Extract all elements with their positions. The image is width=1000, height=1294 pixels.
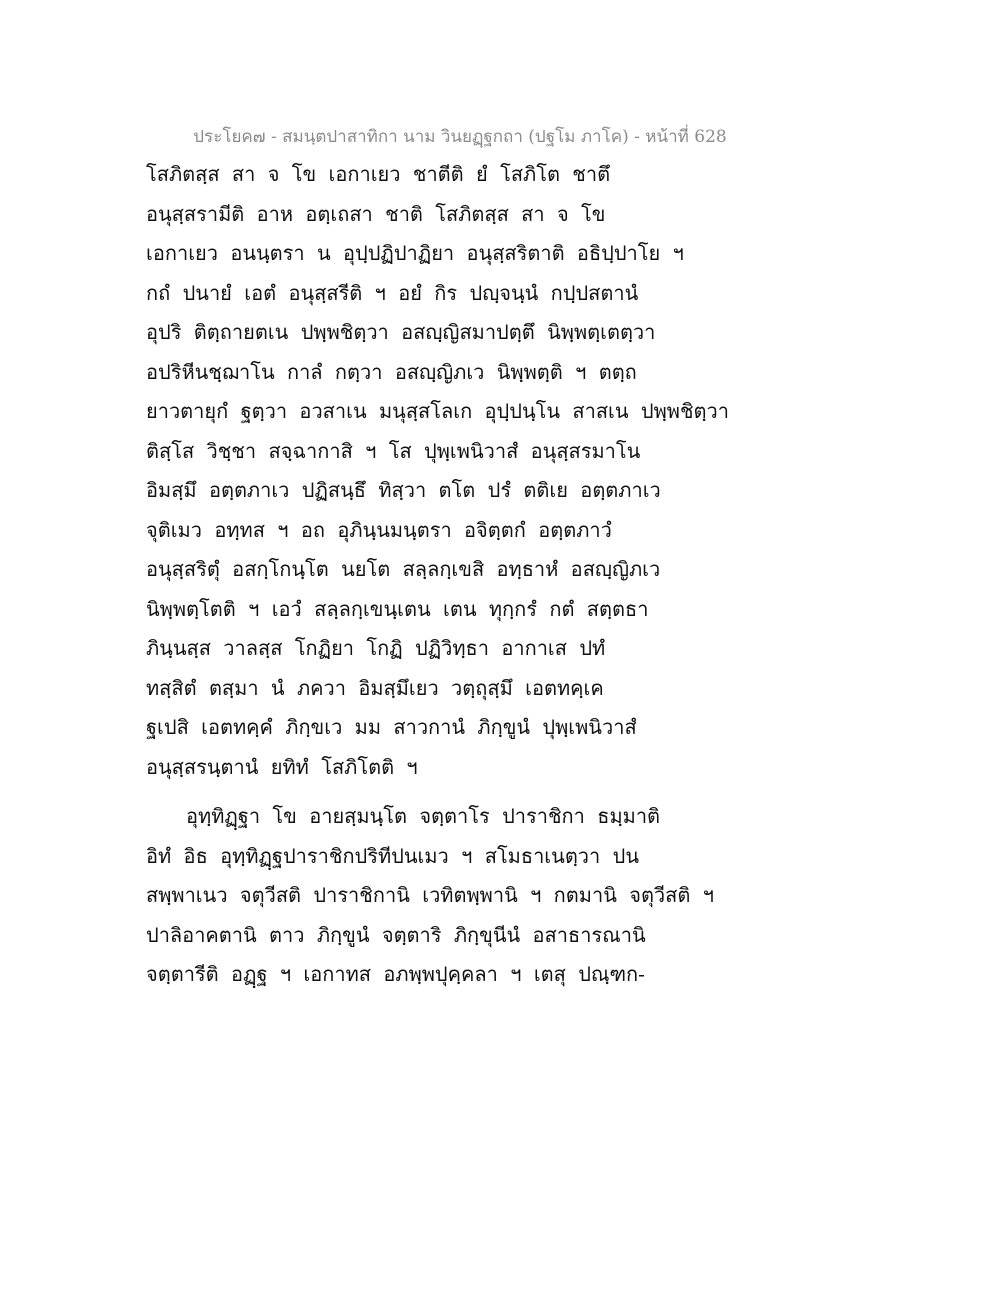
text-line: จตฺตารีติ อฏฺฐ ฯ เอกาทส อภพฺพปุคฺคลา ฯ เตสุ ปณฺฑก- [146, 962, 645, 986]
paragraph-2 [146, 797, 866, 995]
body-text [146, 155, 866, 995]
text-line: โสภิตสฺส สา จ โข เอกาเยว ชาตีติ ยํ โสภิโต ชาตึ [146, 162, 611, 186]
text-line: ฐเปสิ เอตทคฺคํ ภิกฺขเว มม สาวกานํ ภิกฺขูนํ ปุพฺเพนิวาสํ [146, 715, 637, 739]
text-line: อนุสฺสริตุํ อสกฺโกนฺโต นยโต สลฺลกฺเขสิ อทฺธาหํ อสญฺญิภเว [146, 557, 661, 581]
text-line: ยาวตายุกํ ฐตฺวา อวสาเน มนุสฺสโลเก อุปฺปนฺโน สาสเน ปพฺพชิตฺวา [146, 399, 729, 423]
text-line: อิทํ อิธ อุทฺทิฏฺฐปาราชิกปริทีปนเมว ฯ สโมธาเนตฺวา ปน [146, 843, 639, 868]
text-line: อนุสฺสรนฺตานํ ยทิทํ โสภิโตติ ฯ [146, 754, 418, 779]
paragraph-1 [146, 155, 866, 787]
text-line: ทสฺสิตํ ตสฺมา นํ ภควา อิมสฺมึเยว วตฺถุสฺมึ เอตทคฺเค [146, 675, 604, 700]
text-line: นิพฺพตฺโตติ ฯ เอวํ สลฺลกฺเขนฺเตน เตน ทุกฺกรํ กตํ สตฺตธา [146, 596, 649, 621]
text-line: ปาลิอาคตานิ ตาว ภิกฺขูนํ จตฺตาริ ภิกฺขุนีนํ อสาธารณานิ [146, 922, 646, 947]
paragraph-gap [146, 787, 866, 797]
text-line: อนุสฺสรามีติ อาห อตฺเถสา ชาติ โสภิตสฺส สา จ โข [146, 201, 606, 226]
text-line: ภินฺนสฺส วาลสฺส โกฏิยา โกฏิ ปฏิวิทฺธา อากาเส ปทํ [146, 636, 606, 660]
text-line: อปริหีนชฺฌาโน กาลํ กตฺวา อสญฺญิภเว นิพฺพตฺติ ฯ ตตฺถ [146, 359, 637, 384]
text-line: อิมสฺมึ อตฺตภาเว ปฏิสนฺธึ ทิสฺวา ตโต ปรํ ตติเย อตฺตภาเว [146, 478, 661, 502]
text-line: ติสฺโส วิชฺชา สจฺฉากาสิ ฯ โส ปุพฺเพนิวาสํ อนุสฺสรมาโน [146, 438, 641, 463]
text-line: อุทฺทิฏฺฐา โข อายสฺมนฺโต จตฺตาโร ปาราชิกา ธมฺมาติ [186, 804, 661, 828]
text-line: อุปริ ติตฺถายตเน ปพฺพชิตฺวา อสญฺญิสมาปตฺตึ นิพฺพตฺเตตฺวา [146, 320, 656, 344]
text-line: สพฺพาเนว จตุวีสติ ปาราชิกานิ เวทิตพฺพานิ ฯ กตมานิ จตุวีสติ ฯ [146, 883, 714, 907]
text-line: เอกาเยว อนนฺตรา น อุปฺปฏิปาฏิยา อนุสฺสริตาติ อธิปฺปาโย ฯ [146, 241, 684, 265]
page-header: ประโยค๗ - สมนฺตปาสาทิกา นาม วินยฏฺฐกถา (ปฐโม ภาโค) - หน้าที่ 628 [193, 127, 727, 147]
text-line: กถํ ปนายํ เอตํ อนุสฺสรีติ ฯ อยํ กิร ปญฺจนฺนํ กปฺปสตานํ [146, 280, 639, 305]
text-line: จุติเมว อทฺทส ฯ อถ อุภินฺนมนฺตรา อจิตฺตกํ อตฺตภาวํ [146, 517, 612, 542]
